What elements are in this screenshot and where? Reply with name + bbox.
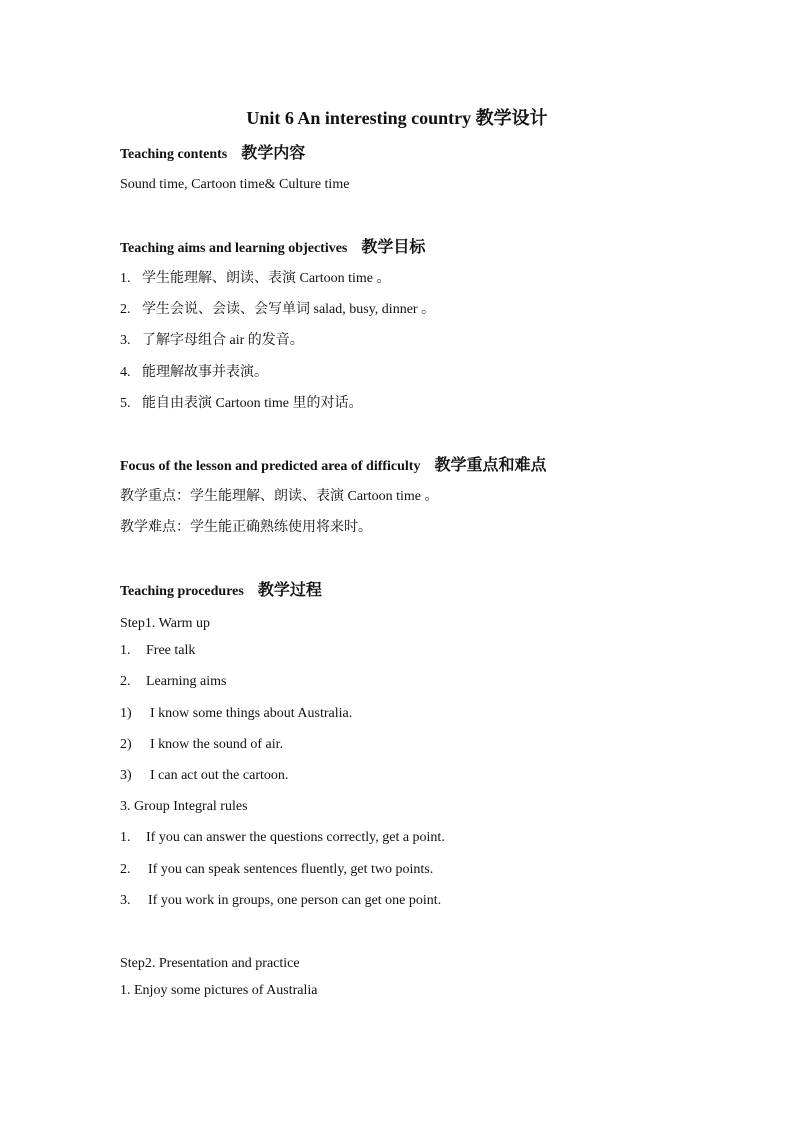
learning-aim-item [120, 736, 283, 754]
rule-num: 1. [120, 830, 131, 845]
step2-item: 1. Enjoy some pictures of Australia [120, 983, 318, 998]
learning-aim-text: I know the sound of air. [150, 737, 283, 752]
aims-item-num: 2. [120, 302, 131, 317]
step1-item-num: 2. [120, 674, 131, 689]
step1-title: Step1. Warm up [120, 616, 210, 631]
focus-heading-cn: 教学重点和难点 [434, 457, 547, 474]
focus-heading-en: Focus of the lesson and predicted area of difficulty [120, 459, 421, 474]
aims-heading-en: Teaching aims and learning objectives [120, 241, 348, 256]
aims-item-text: 能自由表演 Cartoon time 里的对话。 [142, 396, 363, 411]
step1-item [120, 642, 195, 660]
step2-title: Step2. Presentation and practice [120, 956, 300, 971]
learning-aim-text: I know some things about Australia. [150, 706, 353, 721]
rule-num: 3. [120, 893, 131, 908]
rule-num: 2. [120, 862, 131, 877]
step1-item-num: 1. [120, 643, 131, 658]
aims-item [120, 332, 304, 350]
aims-item [120, 395, 363, 413]
aims-item-num: 4. [120, 365, 131, 380]
aims-item-num: 3. [120, 333, 131, 348]
aims-heading [120, 239, 425, 258]
learning-aim-num: 2) [120, 737, 132, 752]
aims-item-text: 了解字母组合 air 的发音。 [142, 333, 304, 348]
rule-text: If you can speak sentences fluently, get two points. [148, 862, 434, 877]
learning-aim-item [120, 705, 352, 723]
rule-item [120, 861, 433, 879]
contents-heading-cn: 教学内容 [241, 145, 306, 162]
step1-item-text: Free talk [146, 643, 196, 658]
document-title: Unit 6 An interesting country 教学设计 [246, 108, 548, 128]
learning-aim-num: 3) [120, 768, 132, 783]
contents-heading [120, 145, 305, 164]
group-rules-title: 3. Group Integral rules [120, 799, 248, 814]
learning-aim-text: I can act out the cartoon. [150, 768, 289, 783]
contents-heading-en: Teaching contents [120, 147, 228, 162]
procedures-heading-en: Teaching procedures [120, 584, 244, 599]
aims-item [120, 301, 435, 319]
step1-item-text: Learning aims [146, 674, 227, 689]
procedures-heading [120, 582, 322, 601]
learning-aim-item [120, 767, 288, 785]
aims-item-text: 能理解故事并表演。 [142, 365, 268, 380]
learning-aim-num: 1) [120, 706, 132, 721]
step1-item [120, 673, 226, 691]
rule-text: If you work in groups, one person can get one point. [148, 893, 442, 908]
procedures-heading-cn: 教学过程 [257, 582, 322, 599]
focus-heading [120, 457, 547, 476]
contents-text: Sound time, Cartoon time& Culture time [120, 177, 350, 192]
rule-item [120, 892, 441, 910]
aims-item-text: 学生会说、会读、会写单词 salad, busy, dinner 。 [142, 302, 436, 317]
focus-line: 教学重点：学生能理解、朗读、表演 Cartoon time 。 [120, 489, 439, 504]
aims-item [120, 364, 268, 382]
rule-item [120, 829, 445, 847]
aims-item-num: 5. [120, 396, 131, 411]
aims-item-num: 1. [120, 271, 131, 286]
aims-item-text: 学生能理解、朗读、表演 Cartoon time 。 [142, 271, 391, 286]
aims-item [120, 270, 391, 288]
focus-line: 教学难点：学生能正确熟练使用将来时。 [120, 520, 372, 535]
rule-text: If you can answer the questions correctly, get a point. [146, 830, 445, 845]
aims-heading-cn: 教学目标 [361, 239, 426, 256]
